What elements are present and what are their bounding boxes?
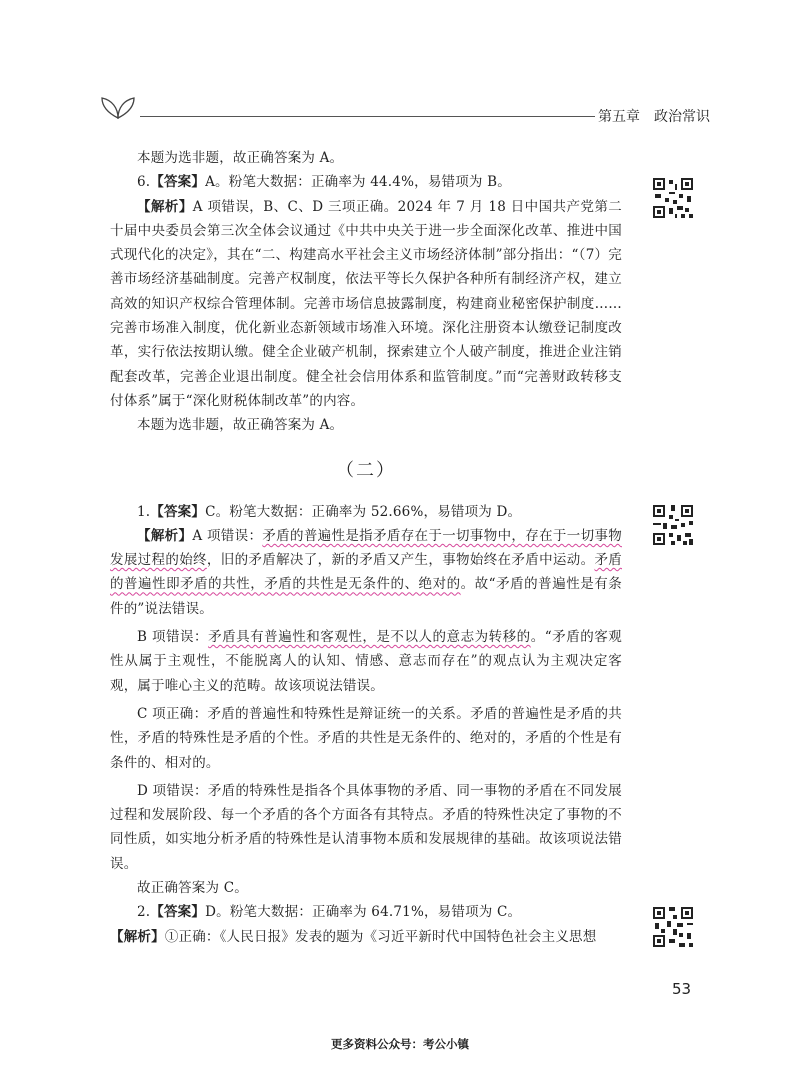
answer-tag: 【答案】 bbox=[150, 904, 206, 921]
analysis-6 bbox=[110, 195, 622, 414]
qr-code-icon bbox=[651, 905, 695, 949]
analysis-text: ①正确：《人民日报》发表的题为《习近平新时代中国特色社会主义思想 bbox=[164, 928, 597, 945]
header-rule bbox=[140, 116, 595, 117]
answer-6 bbox=[110, 170, 622, 194]
analysis-text: A 项错误，B、C、D 三项正确。2024 年 7 月 18 日中国共产党第二十届中央委员会第三次全体会议通过《中共中央关于进一步全面深化改革、推进中国式现代化的决定》，其在“二、构建高水平社会主义市场经济体制”部分指出：“（7）完善市场经济基础制度。完善产权制度，依法平等长久保护各种所有制经济产权，建立高效的知识产权综合管理体制。完善市场信息披露制度，构建商业秘密保护制度……完善市场准入制度，优化新业态新领域市场准入环境。深化注册资本认缴登记制度改革，实行依法按期认缴。健全企业破产机制，探索建立个人破产制度，推进企业注销配套改革，完善企业退出制度。健全社会信用体系和监管制度。”而“完善财政转移支付体系”属于“深化财税体制改革”的内容。 bbox=[110, 198, 622, 409]
question-number: 1. bbox=[137, 503, 151, 520]
leaf-icon bbox=[98, 94, 138, 120]
answer-text: D。粉笔大数据：正确率为 64.71%，易错项为 C。 bbox=[205, 904, 522, 921]
analysis-1-c: C 项正确：矛盾的普遍性和特殊性是辩证统一的关系。矛盾的普遍性是矛盾的共性，矛盾的特殊性是矛盾的个性。矛盾的共性是无条件的、绝对的，矛盾的个性是有条件的、相对的。 bbox=[110, 705, 622, 771]
analysis-2 bbox=[110, 925, 622, 949]
answer-1 bbox=[110, 500, 622, 524]
answer-text: A。粉笔大数据：正确率为 44.4%，易错项为 B。 bbox=[205, 174, 511, 191]
highlighted-text: 矛盾的普遍性即矛盾的共性，矛盾的共性是无条件的、绝对的 bbox=[110, 552, 622, 593]
analysis-text: 。“矛盾的客观性从属于主观性，不能脱离人的认知、情感、意志而存在”的观点认为主观决定客观，属于唯心主义的范畴。故该项说法错误。 bbox=[110, 629, 622, 694]
qr-code-icon bbox=[651, 503, 695, 547]
answer-text: C。粉笔大数据：正确率为 52.66%，易错项为 D。 bbox=[205, 503, 522, 520]
page-content bbox=[110, 146, 622, 949]
question-number: 6. bbox=[137, 174, 151, 191]
analysis-1-a bbox=[110, 524, 622, 621]
paragraph: 故正确答案为 C。 bbox=[137, 880, 248, 897]
option-label: B 项错误： bbox=[137, 629, 209, 646]
chapter-title: 第五章 政治常识 bbox=[598, 109, 710, 125]
answer-tag: 【答案】 bbox=[150, 503, 206, 520]
footer-text: 更多资料公众号：考公小镇 bbox=[331, 1037, 469, 1051]
highlighted-text: 矛盾具有普遍性和客观性，是不以人的意志为转移的 bbox=[208, 629, 531, 646]
page-number: 53 bbox=[672, 980, 692, 998]
answer-2 bbox=[110, 900, 622, 924]
paragraph: 本题为选非题，故正确答案为 A。 bbox=[137, 150, 344, 166]
section-heading: （二） bbox=[336, 459, 396, 481]
analysis-1-d: D 项错误：矛盾的特殊性是指各个具体事物的矛盾、同一事物的矛盾在不同发展过程和发展阶段、每一个矛盾的各个方面各有其特点。矛盾的特殊性决定了事物的不同性质，如实地分析矛盾的特殊性是认清事物本质和发展规律的基础。故该项说法错误。 bbox=[110, 782, 622, 872]
option-label: A 项错误： bbox=[192, 527, 263, 544]
analysis-1-b bbox=[110, 625, 622, 698]
analysis-tag: 【解析】 bbox=[137, 527, 193, 544]
answer-tag: 【答案】 bbox=[150, 174, 206, 191]
highlighted-text: 矛盾的普遍性是指矛盾存在于一切事物中，存在于一切事物发展过程的始终 bbox=[110, 527, 622, 569]
paragraph: 本题为选非题，故正确答案为 A。 bbox=[137, 417, 344, 434]
qr-code-icon bbox=[651, 176, 695, 220]
analysis-tag: 【解析】 bbox=[110, 928, 165, 945]
analysis-text: ，旧的矛盾解决了，新的矛盾又产生，事物始终在矛盾中运动。 bbox=[206, 552, 595, 569]
question-number: 2. bbox=[137, 904, 151, 921]
analysis-text: 。故“矛盾的普遍性是有条件的”说法错误。 bbox=[110, 576, 622, 617]
analysis-tag: 【解析】 bbox=[137, 198, 193, 215]
